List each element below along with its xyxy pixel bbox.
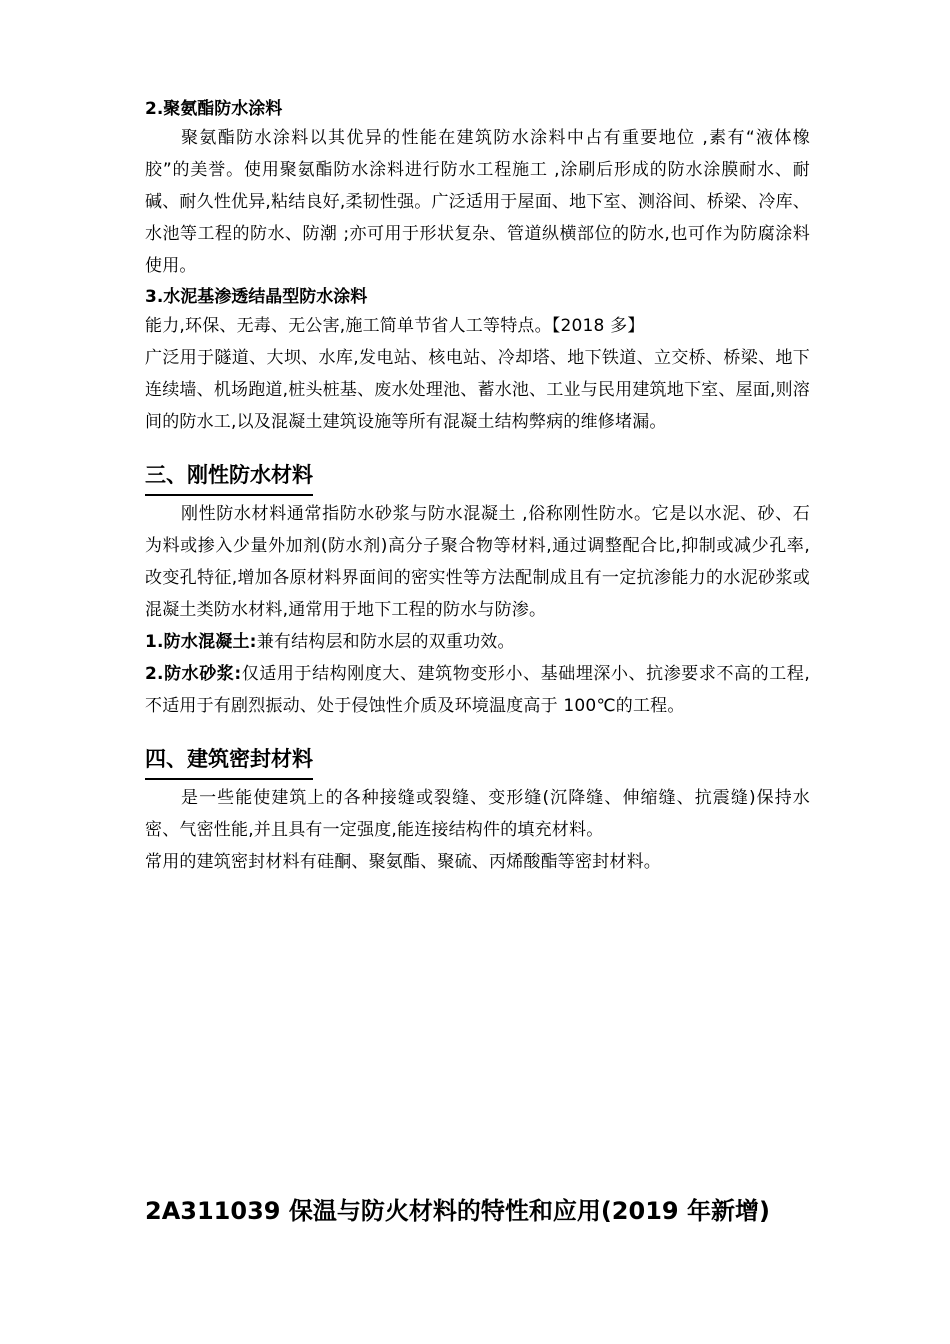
rigid-waterproof-intro: 刚性防水材料通常指防水砂浆与防水混凝土 ,俗称刚性防水。它是以水泥、砂、石为料或掺入少量外加剂(防水剂)高分子聚合物等材料,通过调整配合比,抑制或减少孔率,改变孔特征,增加各原材料界面间的密实性等方法配制成且有一定抗渗能力的水泥砂浆或混凝土类防水材料,通常用于地下工程的防水与防渗。	[145, 504, 810, 620]
section-heading-sealing-material: 四、建筑密封材料	[145, 744, 313, 780]
subsection-title-polyurethane: 2.聚氨酯防水涂料	[145, 99, 283, 119]
sealing-material-intro: 是一些能使建筑上的各种接缝或裂缝、变形缝(沉降缝、伸缩缝、抗震缝)保持水密、气密性能,并且具有一定强度,能连接结构件的填充材料。	[145, 788, 810, 840]
document-body	[145, 96, 810, 878]
cement-crystalline-features: 能力,环保、无毒、无公害,施工简单节省人工等特点。【2018 多】	[145, 316, 645, 336]
cement-crystalline-applications: 广泛用于隧道、大坝、水库,发电站、核电站、冷却塔、地下铁道、立交桥、桥梁、地下连续墙、机场跑道,桩头桩基、废水处理池、蓄水池、工业与民用建筑地下室、屋面,则溶间的防水工,以及混凝土建筑设施等所有混凝土结构弊病的维修堵漏。	[145, 348, 810, 432]
waterproof-mortar-text: 仅适用于结构刚度大、建筑物变形小、基础埋深小、抗渗要求不高的工程,不适用于有剧烈振动、处于侵蚀性介质及环境温度高于 100℃的工程。	[145, 664, 810, 716]
subsection-title-cement-crystalline: 3.水泥基渗透结晶型防水涂料	[145, 287, 368, 307]
waterproof-mortar-item	[145, 658, 810, 722]
waterproof-concrete-text: 兼有结构层和防水层的双重功效。	[256, 632, 515, 652]
chapter-title: 2A311039 保温与防火材料的特性和应用(2019 年新增)	[145, 1197, 770, 1225]
sealing-material-types: 常用的建筑密封材料有硅酮、聚氨酯、聚硫、丙烯酸酯等密封材料。	[145, 852, 661, 872]
waterproof-mortar-label: 2.防水砂浆:	[145, 664, 242, 684]
waterproof-concrete-item	[145, 626, 810, 658]
waterproof-concrete-label: 1.防水混凝土:	[145, 632, 257, 652]
polyurethane-paragraph: 聚氨酯防水涂料以其优异的性能在建筑防水涂料中占有重要地位 ,素有“液体橡胶”的美誉。使用聚氨酯防水涂料进行防水工程施工 ,涂刷后形成的防水涂膜耐水、耐碱、耐久性优异,粘结良好,柔韧性强。广泛适用于屋面、地下室、测浴间、桥梁、冷库、水池等工程的防水、防潮 ;亦可用于形状复杂、管道纵横部位的防水,也可作为防腐涂料使用。	[145, 128, 810, 276]
section-heading-rigid-waterproof: 三、刚性防水材料	[145, 460, 313, 496]
